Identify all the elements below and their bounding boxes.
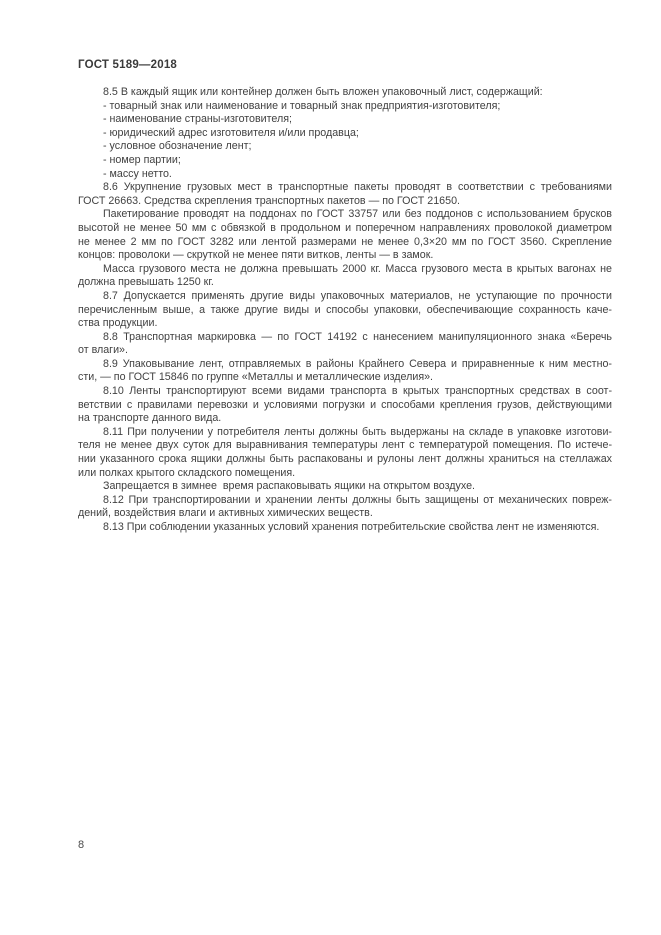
paragraph [78,358,612,385]
paragraph [78,480,612,494]
paragraph [78,208,612,262]
paragraph [78,385,612,426]
text-line: Масса грузового места не должна превышать 2000 кг. Масса грузового места в крытых вагонах не [103,262,612,275]
text-line: - массу нетто. [103,167,172,180]
text-line: 8.8 Транспортная маркировка — по ГОСТ 14192 с нанесением манипуляционного знака «Беречь [103,330,612,343]
text-line: или полках крытого складского помещения. [78,466,296,479]
text-line: Пакетирование проводят на поддонах по ГОСТ 33757 или без поддонов с использованием брусков [103,208,612,221]
paragraph [78,494,612,521]
paragraph [78,426,612,480]
text-line: ветствии с правилами перевозки и условиями погрузки и способами крепления грузов, действующими [78,398,612,411]
paragraph [78,127,612,141]
text-line: теля не менее двух суток для выравнивания температуры лент с температурой помещения. По истече- [78,439,612,452]
text-line: от влаги». [78,344,128,357]
paragraph [78,86,612,100]
text-line: ГОСТ 26663. Средства скрепления транспортных пакетов — по ГОСТ 21650. [78,194,460,207]
text-line: 8.11 При получении у потребителя ленты должны быть выдержаны на складе в упаковке изготови- [103,425,612,438]
text-line: Запрещается в зимнее время распаковывать ящики на открытом воздухе. [103,480,475,493]
text-line: концов: проволоки — скруткой не менее пяти витков, ленты — в замок. [78,249,434,262]
paragraph [78,100,612,114]
text-line: ства продукции. [78,317,158,330]
text-line: - юридический адрес изготовителя и/или продавца; [103,126,359,139]
paragraph [78,168,612,182]
text-line: не менее 2 мм по ГОСТ 3282 или лентой размерами не менее 0,3×20 мм по ГОСТ 3560. Скрепление [78,235,612,248]
text-line: - условное обозначение лент; [103,140,252,153]
text-line: перечисленным выше, а также другие виды и способы упаковки, обеспечивающие сохранность каче- [78,303,612,316]
text-line: дений, воздействия влаги и активных химических веществ. [78,507,373,520]
text-line: 8.5 В каждый ящик или контейнер должен быть вложен упаковочный лист, содержащий: [103,86,543,98]
paragraph [78,290,612,331]
text-line: - товарный знак или наименование и товарный знак предприятия-изготовителя; [103,99,501,112]
document-body [78,86,612,535]
paragraph [78,263,612,290]
page-number: 8 [78,839,85,851]
text-line: 8.6 Укрупнение грузовых мест в транспортные пакеты проводят в соответствии с требованиями [103,181,612,194]
paragraph [78,181,612,208]
text-line: 8.13 При соблюдении указанных условий хранения потребительские свойства лент не изменяются. [103,521,600,533]
paragraph [78,521,612,535]
text-line: - наименование страны-изготовителя; [103,113,293,126]
text-line: - номер партии; [103,153,181,166]
text-line: сти, — по ГОСТ 15846 по группе «Металлы и металлические изделия». [78,371,434,384]
text-line: 8.9 Упаковывание лент, отправляемых в районы Крайнего Севера и приравненные к ним местно- [103,357,612,370]
text-line: 8.10 Ленты транспортируют всеми видами транспорта в крытых транспортных средствах в соот- [103,385,612,398]
text-line: на транспорте данного вида. [78,412,222,425]
paragraph [78,113,612,127]
document-header-gost-number: ГОСТ 5189—2018 [78,59,178,71]
text-line: должна превышать 1250 кг. [78,276,214,289]
paragraph [78,140,612,154]
text-line: высотой не менее 50 мм с обвязкой в продольном и поперечном направлениях проволокой диаметром [78,221,612,234]
text-line: 8.12 При транспортировании и хранении ленты должны быть защищены от механических повреж- [103,493,612,506]
paragraph [78,331,612,358]
text-line: 8.7 Допускается применять другие виды упаковочных материалов, не уступающие по прочности [103,289,612,302]
text-line: нии указанного срока ящики должны быть распакованы и рулоны лент должны храниться на стеллажах [78,453,612,466]
paragraph [78,154,612,168]
